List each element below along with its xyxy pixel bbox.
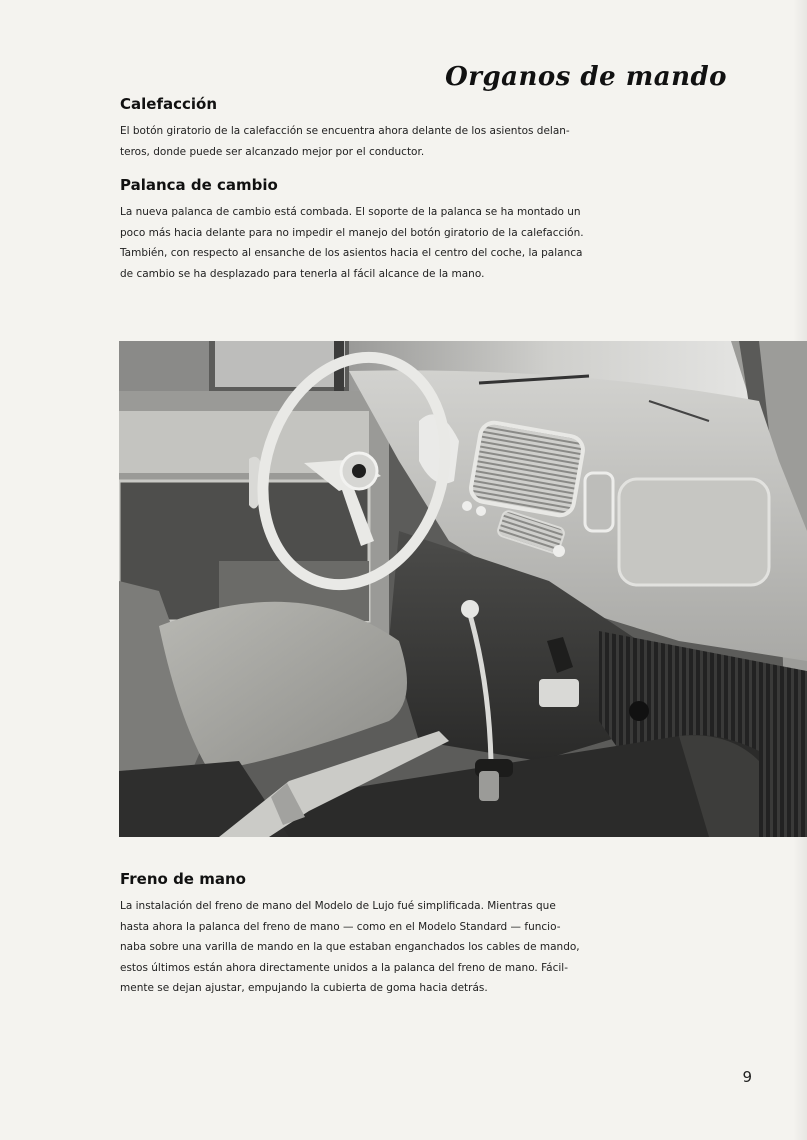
- paragraph-line: de cambio se ha desplazado para tenerla al fácil alcance de la mano.: [120, 267, 485, 280]
- section-calefaccion: [120, 95, 592, 162]
- paragraph-line: teros, donde puede ser alcanzado mejor por el conductor.: [120, 145, 425, 158]
- heading-palanca-de-cambio: Palanca de cambio: [120, 176, 278, 194]
- section-palanca-de-cambio: [120, 176, 592, 284]
- page-title: Organos de mando: [445, 62, 727, 92]
- section-freno-de-mano: [120, 870, 592, 999]
- paragraph-line: estos últimos están ahora directamente unidos a la palanca del freno de mano. Fácil-: [120, 961, 569, 974]
- paragraph-line: hasta ahora la palanca del freno de mano — como en el Modelo Standard — funcio-: [120, 920, 561, 933]
- paragraph-line: mente se dejan ajustar, empujando la cubierta de goma hacia detrás.: [120, 982, 488, 994]
- paragraph-line: La instalación del freno de mano del Modelo de Lujo fué simplificada. Mientras que: [120, 900, 556, 912]
- paragraph-line: También, con respecto al ensanche de los asientos hacia el centro del coche, la palanca: [120, 247, 583, 259]
- heading-calefaccion: Calefacción: [120, 95, 218, 113]
- heading-freno-de-mano: Freno de mano: [120, 870, 246, 888]
- car-interior-photo: [119, 341, 807, 837]
- paragraph-line: La nueva palanca de cambio está combada. El soporte de la palanca se ha montado un: [120, 206, 581, 218]
- paragraph-line: poco más hacia delante para no impedir el manejo del botón giratorio de la calefacción.: [120, 226, 584, 239]
- page-number: 9: [742, 1068, 752, 1086]
- paragraph-line: naba sobre una varilla de mando en la que estaban enganchados los cables de mando,: [120, 941, 580, 953]
- paragraph-line: El botón giratorio de la calefacción se encuentra ahora delante de los asientos delan-: [120, 125, 570, 137]
